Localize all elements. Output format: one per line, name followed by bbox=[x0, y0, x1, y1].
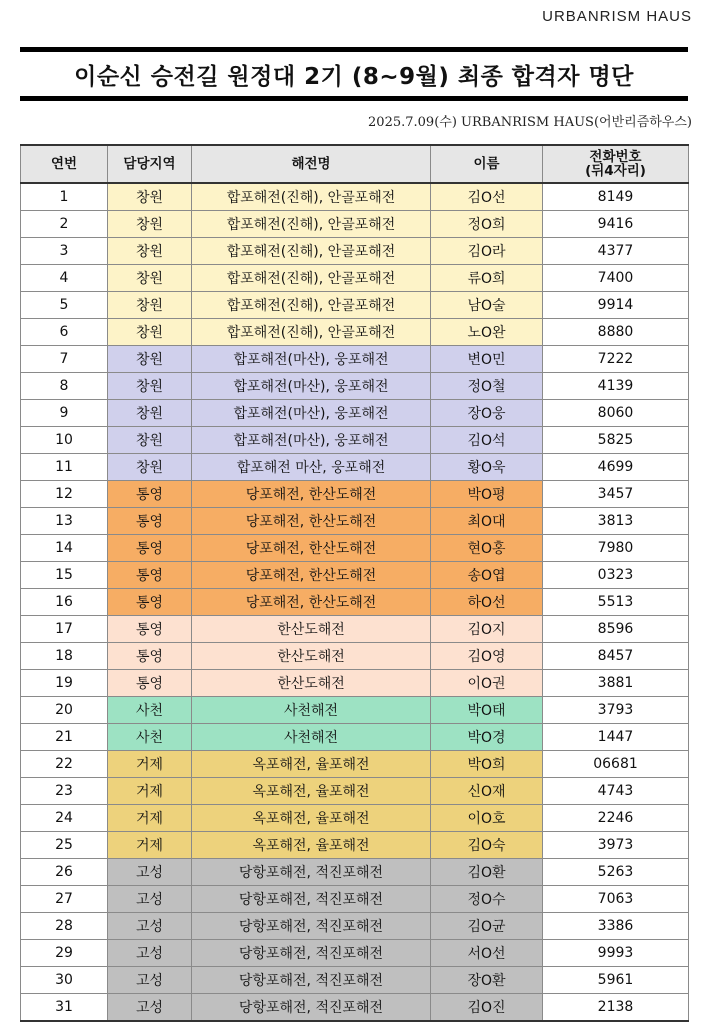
table-row bbox=[21, 670, 689, 697]
cell-number: 6 bbox=[21, 319, 108, 346]
cell-region: 사천 bbox=[108, 724, 192, 751]
cell-battle: 합포해전(마산), 웅포해전 bbox=[192, 427, 431, 454]
cell-name: 김O라 bbox=[431, 238, 543, 265]
table-row bbox=[21, 373, 689, 400]
cell-name: 황O욱 bbox=[431, 454, 543, 481]
table-row bbox=[21, 940, 689, 967]
cell-phone: 4377 bbox=[543, 238, 689, 265]
cell-phone: 1447 bbox=[543, 724, 689, 751]
cell-battle: 당포해전, 한산도해전 bbox=[192, 589, 431, 616]
cell-region: 고성 bbox=[108, 940, 192, 967]
cell-number: 28 bbox=[21, 913, 108, 940]
cell-phone: 3881 bbox=[543, 670, 689, 697]
header-battle: 해전명 bbox=[192, 145, 431, 183]
table-row bbox=[21, 724, 689, 751]
cell-phone: 7222 bbox=[543, 346, 689, 373]
cell-number: 29 bbox=[21, 940, 108, 967]
cell-phone: 3813 bbox=[543, 508, 689, 535]
cell-name: 김O진 bbox=[431, 994, 543, 1022]
cell-battle: 합포해전(마산), 웅포해전 bbox=[192, 400, 431, 427]
cell-region: 창원 bbox=[108, 373, 192, 400]
cell-battle: 당포해전, 한산도해전 bbox=[192, 562, 431, 589]
cell-name: 장O환 bbox=[431, 967, 543, 994]
cell-phone: 9993 bbox=[543, 940, 689, 967]
cell-name: 박O태 bbox=[431, 697, 543, 724]
cell-phone: 7400 bbox=[543, 265, 689, 292]
cell-phone: 2246 bbox=[543, 805, 689, 832]
cell-battle: 한산도해전 bbox=[192, 616, 431, 643]
cell-number: 12 bbox=[21, 481, 108, 508]
cell-region: 창원 bbox=[108, 346, 192, 373]
table-row bbox=[21, 832, 689, 859]
participant-table bbox=[20, 144, 689, 1022]
cell-number: 9 bbox=[21, 400, 108, 427]
header-name: 이름 bbox=[431, 145, 543, 183]
cell-phone: 4699 bbox=[543, 454, 689, 481]
cell-battle: 당포해전, 한산도해전 bbox=[192, 535, 431, 562]
cell-phone: 5263 bbox=[543, 859, 689, 886]
date-issuer-line: 2025.7.09(수) URBANRISM HAUS(어반리즘하우스) bbox=[368, 115, 692, 130]
title-top-rule bbox=[20, 47, 688, 52]
cell-region: 고성 bbox=[108, 886, 192, 913]
cell-number: 13 bbox=[21, 508, 108, 535]
cell-name: 노O완 bbox=[431, 319, 543, 346]
table-row bbox=[21, 859, 689, 886]
cell-battle: 합포해전(마산), 웅포해전 bbox=[192, 373, 431, 400]
cell-region: 창원 bbox=[108, 454, 192, 481]
cell-phone: 9416 bbox=[543, 211, 689, 238]
cell-number: 1 bbox=[21, 183, 108, 211]
cell-region: 거제 bbox=[108, 805, 192, 832]
cell-number: 16 bbox=[21, 589, 108, 616]
table-row bbox=[21, 562, 689, 589]
table-row bbox=[21, 427, 689, 454]
cell-number: 17 bbox=[21, 616, 108, 643]
cell-name: 신O재 bbox=[431, 778, 543, 805]
table-row bbox=[21, 778, 689, 805]
cell-battle: 사천해전 bbox=[192, 697, 431, 724]
table-row bbox=[21, 238, 689, 265]
cell-name: 이O권 bbox=[431, 670, 543, 697]
table-row bbox=[21, 319, 689, 346]
cell-number: 22 bbox=[21, 751, 108, 778]
table-row bbox=[21, 697, 689, 724]
cell-number: 30 bbox=[21, 967, 108, 994]
cell-region: 창원 bbox=[108, 400, 192, 427]
cell-name: 류O희 bbox=[431, 265, 543, 292]
cell-battle: 당항포해전, 적진포해전 bbox=[192, 994, 431, 1022]
cell-number: 18 bbox=[21, 643, 108, 670]
cell-number: 4 bbox=[21, 265, 108, 292]
cell-number: 31 bbox=[21, 994, 108, 1022]
cell-battle: 합포해전(진해), 안골포해전 bbox=[192, 238, 431, 265]
cell-number: 20 bbox=[21, 697, 108, 724]
cell-region: 통영 bbox=[108, 616, 192, 643]
table-row bbox=[21, 346, 689, 373]
cell-phone: 8457 bbox=[543, 643, 689, 670]
cell-region: 창원 bbox=[108, 265, 192, 292]
table-row bbox=[21, 616, 689, 643]
cell-name: 최O대 bbox=[431, 508, 543, 535]
cell-number: 27 bbox=[21, 886, 108, 913]
cell-battle: 합포해전 마산, 웅포해전 bbox=[192, 454, 431, 481]
cell-battle: 한산도해전 bbox=[192, 670, 431, 697]
cell-phone: 4743 bbox=[543, 778, 689, 805]
cell-battle: 옥포해전, 율포해전 bbox=[192, 832, 431, 859]
cell-number: 5 bbox=[21, 292, 108, 319]
cell-name: 정O수 bbox=[431, 886, 543, 913]
cell-region: 창원 bbox=[108, 211, 192, 238]
cell-battle: 당항포해전, 적진포해전 bbox=[192, 886, 431, 913]
cell-region: 통영 bbox=[108, 481, 192, 508]
cell-region: 통영 bbox=[108, 670, 192, 697]
cell-phone: 8149 bbox=[543, 183, 689, 211]
table-row bbox=[21, 211, 689, 238]
cell-name: 정O희 bbox=[431, 211, 543, 238]
cell-phone: 5961 bbox=[543, 967, 689, 994]
cell-name: 박O희 bbox=[431, 751, 543, 778]
cell-region: 고성 bbox=[108, 967, 192, 994]
cell-phone: 3457 bbox=[543, 481, 689, 508]
table-row bbox=[21, 508, 689, 535]
cell-battle: 옥포해전, 율포해전 bbox=[192, 805, 431, 832]
table-row bbox=[21, 886, 689, 913]
cell-phone: 3386 bbox=[543, 913, 689, 940]
cell-number: 19 bbox=[21, 670, 108, 697]
cell-phone: 4139 bbox=[543, 373, 689, 400]
cell-region: 창원 bbox=[108, 292, 192, 319]
table-row bbox=[21, 481, 689, 508]
cell-number: 24 bbox=[21, 805, 108, 832]
header-region: 담당지역 bbox=[108, 145, 192, 183]
cell-region: 창원 bbox=[108, 319, 192, 346]
cell-number: 14 bbox=[21, 535, 108, 562]
cell-number: 21 bbox=[21, 724, 108, 751]
cell-battle: 합포해전(진해), 안골포해전 bbox=[192, 211, 431, 238]
cell-number: 7 bbox=[21, 346, 108, 373]
cell-name: 이O호 bbox=[431, 805, 543, 832]
cell-phone: 06681 bbox=[543, 751, 689, 778]
cell-name: 송O엽 bbox=[431, 562, 543, 589]
cell-battle: 합포해전(진해), 안골포해전 bbox=[192, 265, 431, 292]
cell-battle: 합포해전(진해), 안골포해전 bbox=[192, 319, 431, 346]
cell-name: 서O선 bbox=[431, 940, 543, 967]
cell-number: 26 bbox=[21, 859, 108, 886]
table-row bbox=[21, 643, 689, 670]
cell-name: 김O지 bbox=[431, 616, 543, 643]
brand-logo-text: URBANRISM HAUS bbox=[542, 8, 692, 25]
table-row bbox=[21, 994, 689, 1022]
table-row bbox=[21, 400, 689, 427]
header-phone: 전화번호 (뒤4자리) bbox=[543, 145, 689, 183]
cell-battle: 합포해전(진해), 안골포해전 bbox=[192, 183, 431, 211]
table-row bbox=[21, 967, 689, 994]
table-row bbox=[21, 913, 689, 940]
cell-phone: 2138 bbox=[543, 994, 689, 1022]
cell-battle: 당항포해전, 적진포해전 bbox=[192, 967, 431, 994]
cell-name: 현O홍 bbox=[431, 535, 543, 562]
cell-name: 김O숙 bbox=[431, 832, 543, 859]
cell-number: 23 bbox=[21, 778, 108, 805]
cell-region: 거제 bbox=[108, 751, 192, 778]
cell-phone: 8060 bbox=[543, 400, 689, 427]
cell-phone: 5513 bbox=[543, 589, 689, 616]
cell-number: 15 bbox=[21, 562, 108, 589]
cell-name: 박O경 bbox=[431, 724, 543, 751]
cell-battle: 당항포해전, 적진포해전 bbox=[192, 913, 431, 940]
cell-phone: 3793 bbox=[543, 697, 689, 724]
title-bottom-rule bbox=[20, 96, 688, 101]
cell-region: 통영 bbox=[108, 508, 192, 535]
table-row bbox=[21, 183, 689, 211]
cell-name: 김O석 bbox=[431, 427, 543, 454]
cell-phone: 8596 bbox=[543, 616, 689, 643]
cell-name: 김O선 bbox=[431, 183, 543, 211]
cell-region: 창원 bbox=[108, 238, 192, 265]
cell-region: 통영 bbox=[108, 643, 192, 670]
cell-region: 거제 bbox=[108, 778, 192, 805]
cell-battle: 합포해전(마산), 웅포해전 bbox=[192, 346, 431, 373]
cell-region: 통영 bbox=[108, 562, 192, 589]
table-header-row bbox=[21, 145, 689, 183]
cell-name: 김O환 bbox=[431, 859, 543, 886]
cell-phone: 0323 bbox=[543, 562, 689, 589]
cell-name: 하O선 bbox=[431, 589, 543, 616]
cell-battle: 당포해전, 한산도해전 bbox=[192, 481, 431, 508]
cell-number: 8 bbox=[21, 373, 108, 400]
cell-name: 장O웅 bbox=[431, 400, 543, 427]
header-number: 연번 bbox=[21, 145, 108, 183]
cell-region: 통영 bbox=[108, 535, 192, 562]
cell-name: 김O영 bbox=[431, 643, 543, 670]
cell-battle: 사천해전 bbox=[192, 724, 431, 751]
cell-battle: 당항포해전, 적진포해전 bbox=[192, 940, 431, 967]
cell-region: 통영 bbox=[108, 589, 192, 616]
cell-battle: 합포해전(진해), 안골포해전 bbox=[192, 292, 431, 319]
cell-battle: 옥포해전, 율포해전 bbox=[192, 778, 431, 805]
table-row bbox=[21, 535, 689, 562]
cell-region: 창원 bbox=[108, 183, 192, 211]
cell-number: 10 bbox=[21, 427, 108, 454]
cell-battle: 당포해전, 한산도해전 bbox=[192, 508, 431, 535]
cell-battle: 당항포해전, 적진포해전 bbox=[192, 859, 431, 886]
cell-phone: 9914 bbox=[543, 292, 689, 319]
cell-phone: 7980 bbox=[543, 535, 689, 562]
cell-region: 사천 bbox=[108, 697, 192, 724]
cell-name: 정O철 bbox=[431, 373, 543, 400]
cell-battle: 한산도해전 bbox=[192, 643, 431, 670]
cell-name: 박O평 bbox=[431, 481, 543, 508]
table-row bbox=[21, 805, 689, 832]
page-title: 이순신 승전길 원정대 2기 (8~9월) 최종 합격자 명단 bbox=[74, 64, 634, 90]
cell-region: 고성 bbox=[108, 859, 192, 886]
cell-phone: 5825 bbox=[543, 427, 689, 454]
cell-region: 창원 bbox=[108, 427, 192, 454]
cell-number: 3 bbox=[21, 238, 108, 265]
cell-region: 거제 bbox=[108, 832, 192, 859]
table-row bbox=[21, 589, 689, 616]
cell-phone: 7063 bbox=[543, 886, 689, 913]
cell-phone: 3973 bbox=[543, 832, 689, 859]
table-row bbox=[21, 292, 689, 319]
cell-phone: 8880 bbox=[543, 319, 689, 346]
table-row bbox=[21, 265, 689, 292]
cell-name: 김O균 bbox=[431, 913, 543, 940]
cell-number: 11 bbox=[21, 454, 108, 481]
table-row bbox=[21, 454, 689, 481]
cell-number: 2 bbox=[21, 211, 108, 238]
cell-number: 25 bbox=[21, 832, 108, 859]
table-row bbox=[21, 751, 689, 778]
cell-region: 고성 bbox=[108, 994, 192, 1022]
cell-region: 고성 bbox=[108, 913, 192, 940]
cell-name: 변O민 bbox=[431, 346, 543, 373]
cell-battle: 옥포해전, 율포해전 bbox=[192, 751, 431, 778]
cell-name: 남O술 bbox=[431, 292, 543, 319]
